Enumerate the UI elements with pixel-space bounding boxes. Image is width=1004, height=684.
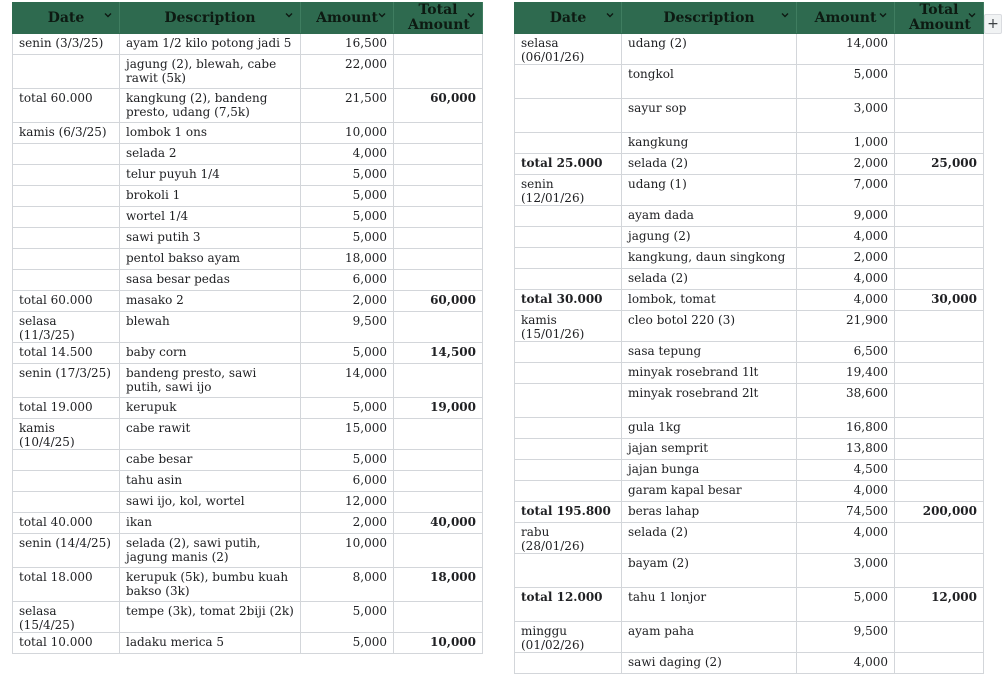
header-row (515, 3, 984, 34)
amount-cell[interactable]: 2,000 (301, 291, 394, 312)
date-cell[interactable] (13, 144, 120, 165)
column-header-label: Amount (814, 9, 877, 26)
total-amount-cell[interactable]: 19,000 (394, 398, 483, 419)
description-cell[interactable]: kangkung (2), bandeng presto, udang (7,5k) (120, 89, 301, 123)
table-row (515, 363, 984, 384)
column-header-label: Date (549, 9, 587, 26)
amount-cell[interactable]: 3,000 (797, 99, 895, 133)
total-amount-cell[interactable] (895, 133, 984, 154)
amount-cell[interactable]: 5,000 (301, 450, 394, 471)
total-amount-cell[interactable] (895, 34, 984, 65)
table-row (515, 133, 984, 154)
description-cell[interactable]: tahu 1 lonjor (622, 588, 797, 622)
amount-cell[interactable]: 4,000 (797, 269, 895, 290)
amount-cell[interactable]: 5,000 (301, 343, 394, 364)
description-cell[interactable]: pentol bakso ayam (120, 249, 301, 270)
date-cell[interactable] (515, 248, 622, 269)
amount-cell[interactable]: 4,000 (797, 290, 895, 311)
description-cell[interactable]: jagung (2), blewah, cabe rawit (5k) (120, 55, 301, 89)
amount-cell[interactable]: 6,000 (301, 270, 394, 291)
date-cell[interactable] (515, 342, 622, 363)
table-row (515, 311, 984, 342)
amount-cell[interactable]: 4,500 (797, 460, 895, 481)
right-header-row (515, 3, 984, 34)
total-amount-cell[interactable] (394, 602, 483, 633)
date-cell[interactable] (515, 460, 622, 481)
date-cell[interactable]: senin (12/01/26) (515, 175, 622, 206)
total-amount-cell[interactable] (394, 165, 483, 186)
chevron-down-icon[interactable] (605, 10, 615, 20)
amount-cell[interactable]: 9,000 (797, 206, 895, 227)
description-cell[interactable]: garam kapal besar (622, 481, 797, 502)
column-header-amount[interactable] (301, 3, 394, 34)
date-cell[interactable]: total 60.000 (13, 291, 120, 312)
table-row (13, 89, 483, 123)
description-cell[interactable]: selada (2) (622, 154, 797, 175)
table-row (13, 34, 483, 55)
amount-cell[interactable]: 4,000 (301, 144, 394, 165)
amount-cell[interactable]: 5,000 (797, 588, 895, 622)
total-amount-cell[interactable] (895, 384, 984, 418)
table-row (13, 270, 483, 291)
amount-cell[interactable]: 5,000 (301, 398, 394, 419)
total-amount-cell[interactable] (895, 653, 984, 674)
total-amount-cell[interactable] (394, 492, 483, 513)
total-amount-cell[interactable] (394, 312, 483, 343)
description-cell[interactable]: ayam 1/2 kilo potong jadi 5 (120, 34, 301, 55)
description-cell[interactable]: minyak rosebrand 2lt (622, 384, 797, 418)
table-row (515, 342, 984, 363)
column-header-amount[interactable] (797, 3, 895, 34)
date-cell[interactable]: total 18.000 (13, 568, 120, 602)
chevron-down-icon[interactable] (878, 10, 888, 20)
date-cell[interactable] (13, 207, 120, 228)
table-row (13, 398, 483, 419)
chevron-down-icon[interactable] (284, 10, 294, 20)
date-cell[interactable]: senin (14/4/25) (13, 534, 120, 568)
total-amount-cell[interactable] (394, 123, 483, 144)
amount-cell[interactable]: 5,000 (301, 228, 394, 249)
date-cell[interactable] (515, 439, 622, 460)
table-row (13, 419, 483, 450)
column-header-label: Date (47, 9, 85, 26)
total-amount-cell[interactable] (394, 207, 483, 228)
total-amount-cell[interactable] (394, 450, 483, 471)
amount-cell[interactable]: 14,000 (301, 364, 394, 398)
date-cell[interactable] (515, 481, 622, 502)
description-cell[interactable]: ayam paha (622, 622, 797, 653)
date-cell[interactable]: selasa (15/4/25) (13, 602, 120, 633)
column-header-date[interactable] (13, 3, 120, 34)
chevron-down-icon[interactable] (967, 10, 977, 20)
date-cell[interactable] (515, 363, 622, 384)
table-row (13, 207, 483, 228)
table-row (13, 492, 483, 513)
amount-cell[interactable]: 16,500 (301, 34, 394, 55)
date-cell[interactable]: kamis (10/4/25) (13, 419, 120, 450)
total-amount-cell[interactable] (895, 269, 984, 290)
amount-cell[interactable]: 4,000 (797, 653, 895, 674)
date-cell[interactable] (515, 384, 622, 418)
table-row (13, 471, 483, 492)
table-row (515, 460, 984, 481)
total-amount-cell[interactable] (895, 206, 984, 227)
description-cell[interactable]: udang (2) (622, 34, 797, 65)
total-amount-cell[interactable] (895, 99, 984, 133)
total-amount-cell[interactable]: 10,000 (394, 633, 483, 654)
date-cell[interactable] (13, 249, 120, 270)
description-cell[interactable]: cleo botol 220 (3) (622, 311, 797, 342)
column-header-total-amount[interactable] (895, 3, 984, 34)
amount-cell[interactable]: 2,000 (301, 513, 394, 534)
table-row (13, 364, 483, 398)
date-cell[interactable]: total 60.000 (13, 89, 120, 123)
table-row (13, 602, 483, 633)
date-cell[interactable]: total 40.000 (13, 513, 120, 534)
table-row (515, 384, 984, 418)
chevron-down-icon[interactable] (780, 10, 790, 20)
date-cell[interactable]: senin (17/3/25) (13, 364, 120, 398)
date-cell[interactable] (515, 65, 622, 99)
table-row (13, 249, 483, 270)
table-row (515, 502, 984, 523)
description-cell[interactable]: sawi daging (2) (622, 653, 797, 674)
description-cell[interactable]: sawi putih 3 (120, 228, 301, 249)
description-cell[interactable]: lombok, tomat (622, 290, 797, 311)
description-cell[interactable]: kangkung (622, 133, 797, 154)
table-row (515, 206, 984, 227)
right-table-body (515, 34, 984, 674)
description-cell[interactable]: tempe (3k), tomat 2biji (2k) (120, 602, 301, 633)
left-sheet-table (12, 2, 483, 654)
table-row (515, 175, 984, 206)
date-cell[interactable]: total 30.000 (515, 290, 622, 311)
column-header-label: Total Amount (909, 2, 971, 33)
amount-cell[interactable]: 7,000 (797, 175, 895, 206)
amount-cell[interactable]: 10,000 (301, 534, 394, 568)
total-amount-cell[interactable] (394, 144, 483, 165)
table-row (515, 523, 984, 554)
date-cell[interactable] (515, 269, 622, 290)
table-row (13, 534, 483, 568)
table-row (515, 481, 984, 502)
description-cell[interactable]: blewah (120, 312, 301, 343)
date-cell[interactable] (515, 653, 622, 674)
table-row (13, 144, 483, 165)
header-row (13, 3, 483, 34)
amount-cell[interactable]: 8,000 (301, 568, 394, 602)
column-header-label: Amount (316, 9, 378, 26)
date-cell[interactable]: kamis (6/3/25) (13, 123, 120, 144)
date-cell[interactable] (515, 133, 622, 154)
date-cell[interactable] (515, 227, 622, 248)
amount-cell[interactable]: 4,000 (797, 523, 895, 554)
table-row (13, 291, 483, 312)
table-row (515, 418, 984, 439)
date-cell[interactable] (13, 270, 120, 291)
table-row (515, 99, 984, 133)
amount-cell[interactable]: 21,900 (797, 311, 895, 342)
column-header-label: Total Amount (408, 2, 470, 33)
column-header-total-amount[interactable] (394, 3, 483, 34)
description-cell[interactable]: udang (1) (622, 175, 797, 206)
amount-cell[interactable]: 16,800 (797, 418, 895, 439)
date-cell[interactable] (13, 492, 120, 513)
description-cell[interactable]: sasa tepung (622, 342, 797, 363)
column-header-date[interactable] (515, 3, 622, 34)
table-row (515, 653, 984, 674)
amount-cell[interactable]: 2,000 (797, 154, 895, 175)
total-amount-cell[interactable] (895, 523, 984, 554)
table-row (13, 123, 483, 144)
total-amount-cell[interactable] (895, 175, 984, 206)
date-cell[interactable]: senin (3/3/25) (13, 34, 120, 55)
date-cell[interactable] (13, 186, 120, 207)
description-cell[interactable]: cabe besar (120, 450, 301, 471)
total-amount-cell[interactable] (895, 65, 984, 99)
total-amount-cell[interactable] (895, 481, 984, 502)
description-cell[interactable]: beras lahap (622, 502, 797, 523)
date-cell[interactable] (515, 206, 622, 227)
description-cell[interactable]: jajan bunga (622, 460, 797, 481)
total-amount-cell[interactable]: 60,000 (394, 89, 483, 123)
description-cell[interactable]: gula 1kg (622, 418, 797, 439)
total-amount-cell[interactable] (895, 418, 984, 439)
total-amount-cell[interactable] (394, 186, 483, 207)
amount-cell[interactable]: 74,500 (797, 502, 895, 523)
table-row (515, 622, 984, 653)
date-cell[interactable]: total 14.500 (13, 343, 120, 364)
amount-cell[interactable]: 13,800 (797, 439, 895, 460)
table-row (13, 568, 483, 602)
description-cell[interactable]: bandeng presto, sawi putih, sawi ijo (120, 364, 301, 398)
table-row (13, 633, 483, 654)
table-row (515, 439, 984, 460)
description-cell[interactable]: lombok 1 ons (120, 123, 301, 144)
amount-cell[interactable]: 1,000 (797, 133, 895, 154)
description-cell[interactable]: jagung (2) (622, 227, 797, 248)
description-cell[interactable]: selada (2) (622, 269, 797, 290)
description-cell[interactable]: telur puyuh 1/4 (120, 165, 301, 186)
total-amount-cell[interactable] (394, 364, 483, 398)
right-sheet-table (514, 2, 984, 674)
amount-cell[interactable]: 5,000 (301, 633, 394, 654)
chevron-down-icon[interactable] (103, 10, 113, 20)
total-amount-cell[interactable]: 18,000 (394, 568, 483, 602)
description-cell[interactable]: sasa besar pedas (120, 270, 301, 291)
description-cell[interactable]: masako 2 (120, 291, 301, 312)
total-amount-cell[interactable] (394, 55, 483, 89)
description-cell[interactable]: sayur sop (622, 99, 797, 133)
date-cell[interactable]: total 25.000 (515, 154, 622, 175)
add-column-button[interactable] (984, 14, 1002, 34)
description-cell[interactable]: sawi ijo, kol, wortel (120, 492, 301, 513)
date-cell[interactable] (13, 55, 120, 89)
total-amount-cell[interactable]: 30,000 (895, 290, 984, 311)
total-amount-cell[interactable] (895, 248, 984, 269)
table-row (515, 248, 984, 269)
total-amount-cell[interactable] (895, 554, 984, 588)
total-amount-cell[interactable] (394, 471, 483, 492)
total-amount-cell[interactable]: 200,000 (895, 502, 984, 523)
amount-cell[interactable]: 3,000 (797, 554, 895, 588)
description-cell[interactable]: kerupuk (120, 398, 301, 419)
amount-cell[interactable]: 15,000 (301, 419, 394, 450)
total-amount-cell[interactable] (895, 622, 984, 653)
description-cell[interactable]: ladaku merica 5 (120, 633, 301, 654)
description-cell[interactable]: baby corn (120, 343, 301, 364)
amount-cell[interactable]: 5,000 (797, 65, 895, 99)
total-amount-cell[interactable] (895, 311, 984, 342)
table-row (13, 228, 483, 249)
date-cell[interactable]: total 195.800 (515, 502, 622, 523)
table-row (515, 65, 984, 99)
amount-cell[interactable]: 4,000 (797, 481, 895, 502)
date-cell[interactable]: minggu (01/02/26) (515, 622, 622, 653)
description-cell[interactable]: selada 2 (120, 144, 301, 165)
date-cell[interactable] (515, 554, 622, 588)
date-cell[interactable]: total 10.000 (13, 633, 120, 654)
amount-cell[interactable]: 6,500 (797, 342, 895, 363)
total-amount-cell[interactable] (895, 227, 984, 248)
amount-cell[interactable]: 18,000 (301, 249, 394, 270)
date-cell[interactable] (515, 418, 622, 439)
amount-cell[interactable]: 22,000 (301, 55, 394, 89)
description-cell[interactable]: tongkol (622, 65, 797, 99)
date-cell[interactable]: kamis (15/01/26) (515, 311, 622, 342)
table-row (13, 450, 483, 471)
table-row (515, 269, 984, 290)
chevron-down-icon[interactable] (466, 10, 476, 20)
date-cell[interactable] (13, 450, 120, 471)
amount-cell[interactable]: 5,000 (301, 602, 394, 633)
chevron-down-icon[interactable] (377, 10, 387, 20)
table-row (13, 186, 483, 207)
amount-cell[interactable]: 38,600 (797, 384, 895, 418)
total-amount-cell[interactable]: 14,500 (394, 343, 483, 364)
date-cell[interactable]: rabu (28/01/26) (515, 523, 622, 554)
amount-cell[interactable]: 9,500 (301, 312, 394, 343)
table-row (13, 343, 483, 364)
table-row (515, 154, 984, 175)
total-amount-cell[interactable] (394, 228, 483, 249)
total-amount-cell[interactable]: 12,000 (895, 588, 984, 622)
amount-cell[interactable]: 5,000 (301, 165, 394, 186)
description-cell[interactable]: kerupuk (5k), bumbu kuah bakso (3k) (120, 568, 301, 602)
table-row (515, 290, 984, 311)
table-row (515, 227, 984, 248)
table-row (515, 554, 984, 588)
date-cell[interactable] (13, 228, 120, 249)
total-amount-cell[interactable] (394, 249, 483, 270)
amount-cell[interactable]: 5,000 (301, 186, 394, 207)
amount-cell[interactable]: 4,000 (797, 227, 895, 248)
table-row (515, 588, 984, 622)
total-amount-cell[interactable]: 40,000 (394, 513, 483, 534)
date-cell[interactable] (13, 471, 120, 492)
column-header-label: Description (164, 9, 256, 26)
total-amount-cell[interactable] (394, 419, 483, 450)
amount-cell[interactable]: 12,000 (301, 492, 394, 513)
amount-cell[interactable]: 21,500 (301, 89, 394, 123)
table-row (13, 312, 483, 343)
table-row (13, 55, 483, 89)
date-cell[interactable] (515, 99, 622, 133)
table-row (13, 165, 483, 186)
date-cell[interactable]: total 19.000 (13, 398, 120, 419)
left-header-row (13, 3, 483, 34)
left-table-body (13, 34, 483, 654)
table-row (515, 34, 984, 65)
description-cell[interactable]: jajan semprit (622, 439, 797, 460)
amount-cell[interactable]: 14,000 (797, 34, 895, 65)
total-amount-cell[interactable]: 25,000 (895, 154, 984, 175)
description-cell[interactable]: tahu asin (120, 471, 301, 492)
description-cell[interactable]: selada (2), sawi putih, jagung manis (2) (120, 534, 301, 568)
amount-cell[interactable]: 19,400 (797, 363, 895, 384)
total-amount-cell[interactable] (895, 460, 984, 481)
amount-cell[interactable]: 6,000 (301, 471, 394, 492)
total-amount-cell[interactable] (394, 534, 483, 568)
date-cell[interactable] (13, 165, 120, 186)
description-cell[interactable]: wortel 1/4 (120, 207, 301, 228)
description-cell[interactable]: selada (2) (622, 523, 797, 554)
column-header-description[interactable] (120, 3, 301, 34)
date-cell[interactable]: selasa (06/01/26) (515, 34, 622, 65)
description-cell[interactable]: brokoli 1 (120, 186, 301, 207)
description-cell[interactable]: ikan (120, 513, 301, 534)
total-amount-cell[interactable]: 60,000 (394, 291, 483, 312)
description-cell[interactable]: bayam (2) (622, 554, 797, 588)
total-amount-cell[interactable] (394, 34, 483, 55)
total-amount-cell[interactable] (394, 270, 483, 291)
description-cell[interactable]: cabe rawit (120, 419, 301, 450)
description-cell[interactable]: ayam dada (622, 206, 797, 227)
amount-cell[interactable]: 2,000 (797, 248, 895, 269)
amount-cell[interactable]: 10,000 (301, 123, 394, 144)
plus-icon: + (987, 16, 999, 32)
amount-cell[interactable]: 9,500 (797, 622, 895, 653)
total-amount-cell[interactable] (895, 342, 984, 363)
date-cell[interactable]: total 12.000 (515, 588, 622, 622)
amount-cell[interactable]: 5,000 (301, 207, 394, 228)
total-amount-cell[interactable] (895, 363, 984, 384)
column-header-description[interactable] (622, 3, 797, 34)
description-cell[interactable]: minyak rosebrand 1lt (622, 363, 797, 384)
description-cell[interactable]: kangkung, daun singkong (622, 248, 797, 269)
column-header-label: Description (663, 9, 755, 26)
date-cell[interactable]: selasa (11/3/25) (13, 312, 120, 343)
table-row (13, 513, 483, 534)
total-amount-cell[interactable] (895, 439, 984, 460)
